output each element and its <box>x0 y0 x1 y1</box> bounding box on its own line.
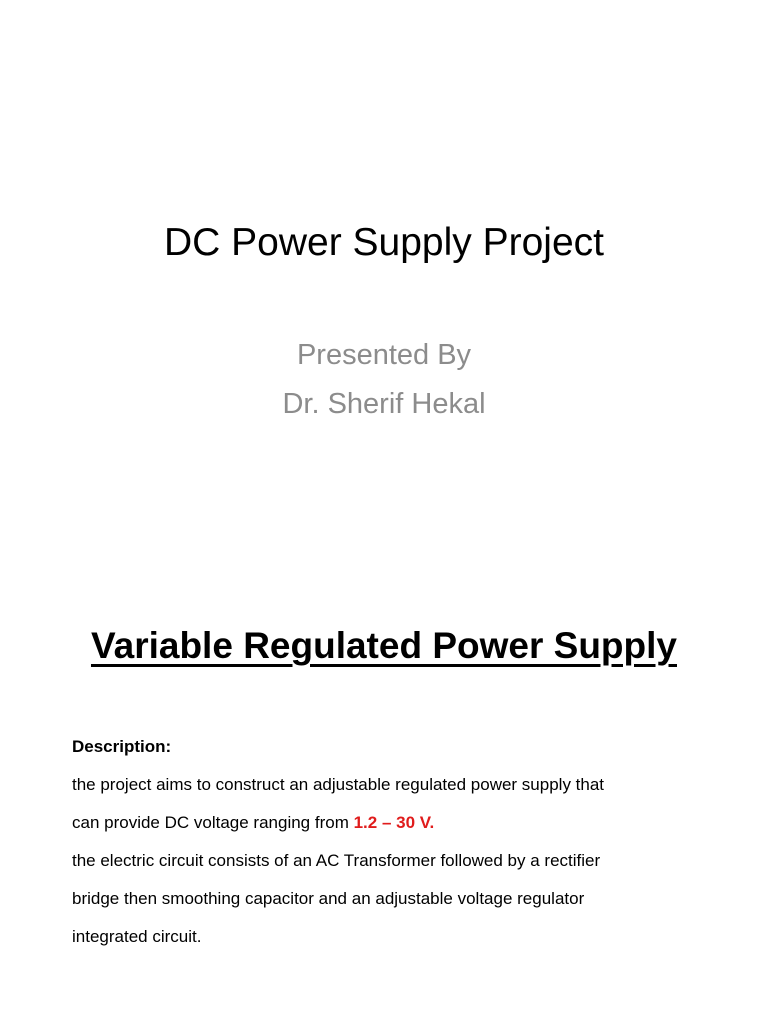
description-line-4: bridge then smoothing capacitor and an adjustable voltage regulator <box>72 889 585 908</box>
presenter-name: Dr. Sherif Hekal <box>282 388 486 420</box>
slide-title-text: Variable Regulated Power Supply <box>90 625 677 666</box>
presented-by-label: Presented By <box>296 339 472 371</box>
slide-title <box>0 616 768 676</box>
description-line-2-text: can provide DC voltage ranging from <box>72 813 354 832</box>
description-body <box>72 728 712 956</box>
voltage-range: 1.2 – 30 V. <box>353 813 435 832</box>
description-label: Description: <box>72 737 172 756</box>
presentation-title: DC Power Supply Project <box>163 221 604 264</box>
description-line-1: the project aims to construct an adjustable regulated power supply that <box>72 775 605 794</box>
description-line-5: integrated circuit. <box>72 927 202 946</box>
description-slide <box>0 578 768 1024</box>
presenter-block <box>0 331 768 429</box>
description-line-2 <box>72 804 712 842</box>
description-line-3: the electric circuit consists of an AC Transformer followed by a rectifier <box>72 851 601 870</box>
